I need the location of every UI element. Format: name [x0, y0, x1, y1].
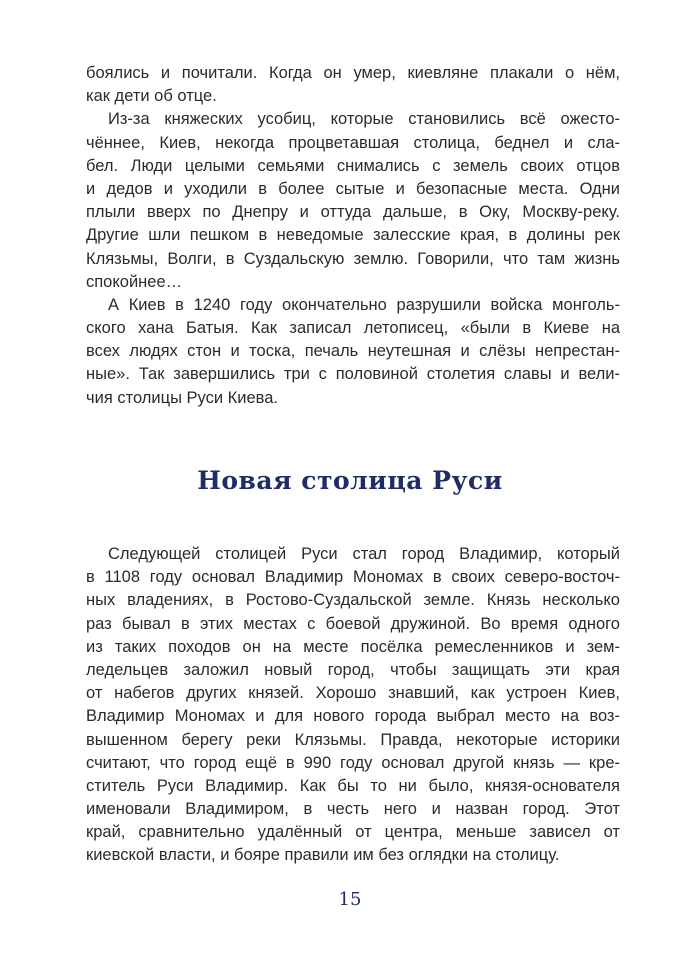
- page-number: 15: [338, 889, 362, 910]
- text-line: чённее, Киев, некогда процветавшая столица, беднел и сла-: [86, 133, 620, 152]
- text-line: из таких походов он на месте посёлка ремесленников и зем-: [86, 637, 620, 656]
- text-line: Из-за княжеских усобиц, которые становились всё ожесто-: [108, 110, 620, 129]
- text-line: ных владениях, в Ростово-Суздальской земле. Князь несколько: [86, 591, 620, 610]
- text-line: Владимир Мономах и для нового города выбрал место на воз-: [86, 707, 620, 726]
- text-line: ского хана Батыя. Как записал летописец, «были в Киеве на: [86, 319, 620, 338]
- bottom-text-block: [86, 543, 620, 868]
- text-line: именовали Владимиром, в честь него и назван город. Этот: [86, 800, 620, 819]
- text-line: раз бывал в этих местах с боевой дружиной. Во время одного: [86, 614, 620, 633]
- top-text-block: [86, 62, 620, 410]
- text-line: чия столицы Руси Киева.: [86, 388, 278, 407]
- text-line: Следующей столицей Руси стал город Владимир, который: [108, 545, 620, 563]
- text-line: Клязьмы, Волги, в Суздальскую землю. Говорили, что там жизнь: [86, 249, 620, 268]
- text-line: всех людях стон и тоска, печаль неутешная и слёзы непрестан-: [86, 342, 620, 361]
- text-line: от набегов других князей. Хорошо знавший, как устроен Киев,: [86, 684, 620, 703]
- text-line: ные». Так завершились три с половиной столетия славы и вели-: [86, 365, 620, 384]
- text-line: вышенном берегу реки Клязьмы. Правда, некоторые историки: [86, 730, 620, 749]
- text-line: бел. Люди целыми семьями снимались с земель своих отцов: [86, 156, 620, 175]
- text-line: и дедов и уходили в более сытые и безопасные места. Одни: [86, 179, 620, 198]
- text-line: ститель Руси Владимир. Как бы то ни было, князя-основателя: [86, 776, 620, 795]
- text-line: как дети об отце.: [86, 87, 217, 106]
- text-line: Другие шли пешком в неведомые залесские края, в долины рек: [86, 226, 620, 245]
- text-line: в 1108 году основал Владимир Мономах в своих северо-восточ-: [86, 568, 620, 587]
- text-line: плыли вверх по Днепру и оттуда дальше, в Оку, Москву-реку.: [86, 203, 620, 222]
- text-line: край, сравнительно удалённый от центра, меньше зависел от: [86, 823, 620, 842]
- section-heading: Новая столица Руси: [197, 466, 503, 495]
- text-line: А Киев в 1240 году окончательно разрушили войска монголь-: [108, 295, 620, 314]
- text-line: спокойнее…: [86, 272, 183, 291]
- text-line: боялись и почитали. Когда он умер, киевляне плакали о нём,: [86, 64, 620, 82]
- text-line: киевской власти, и бояре правили им без оглядки на столицу.: [86, 846, 560, 865]
- text-line: считают, что город ещё в 990 году основал другой князь — кре-: [86, 753, 620, 772]
- text-line: ледельцев заложил новый город, чтобы защищать эти края: [86, 660, 620, 679]
